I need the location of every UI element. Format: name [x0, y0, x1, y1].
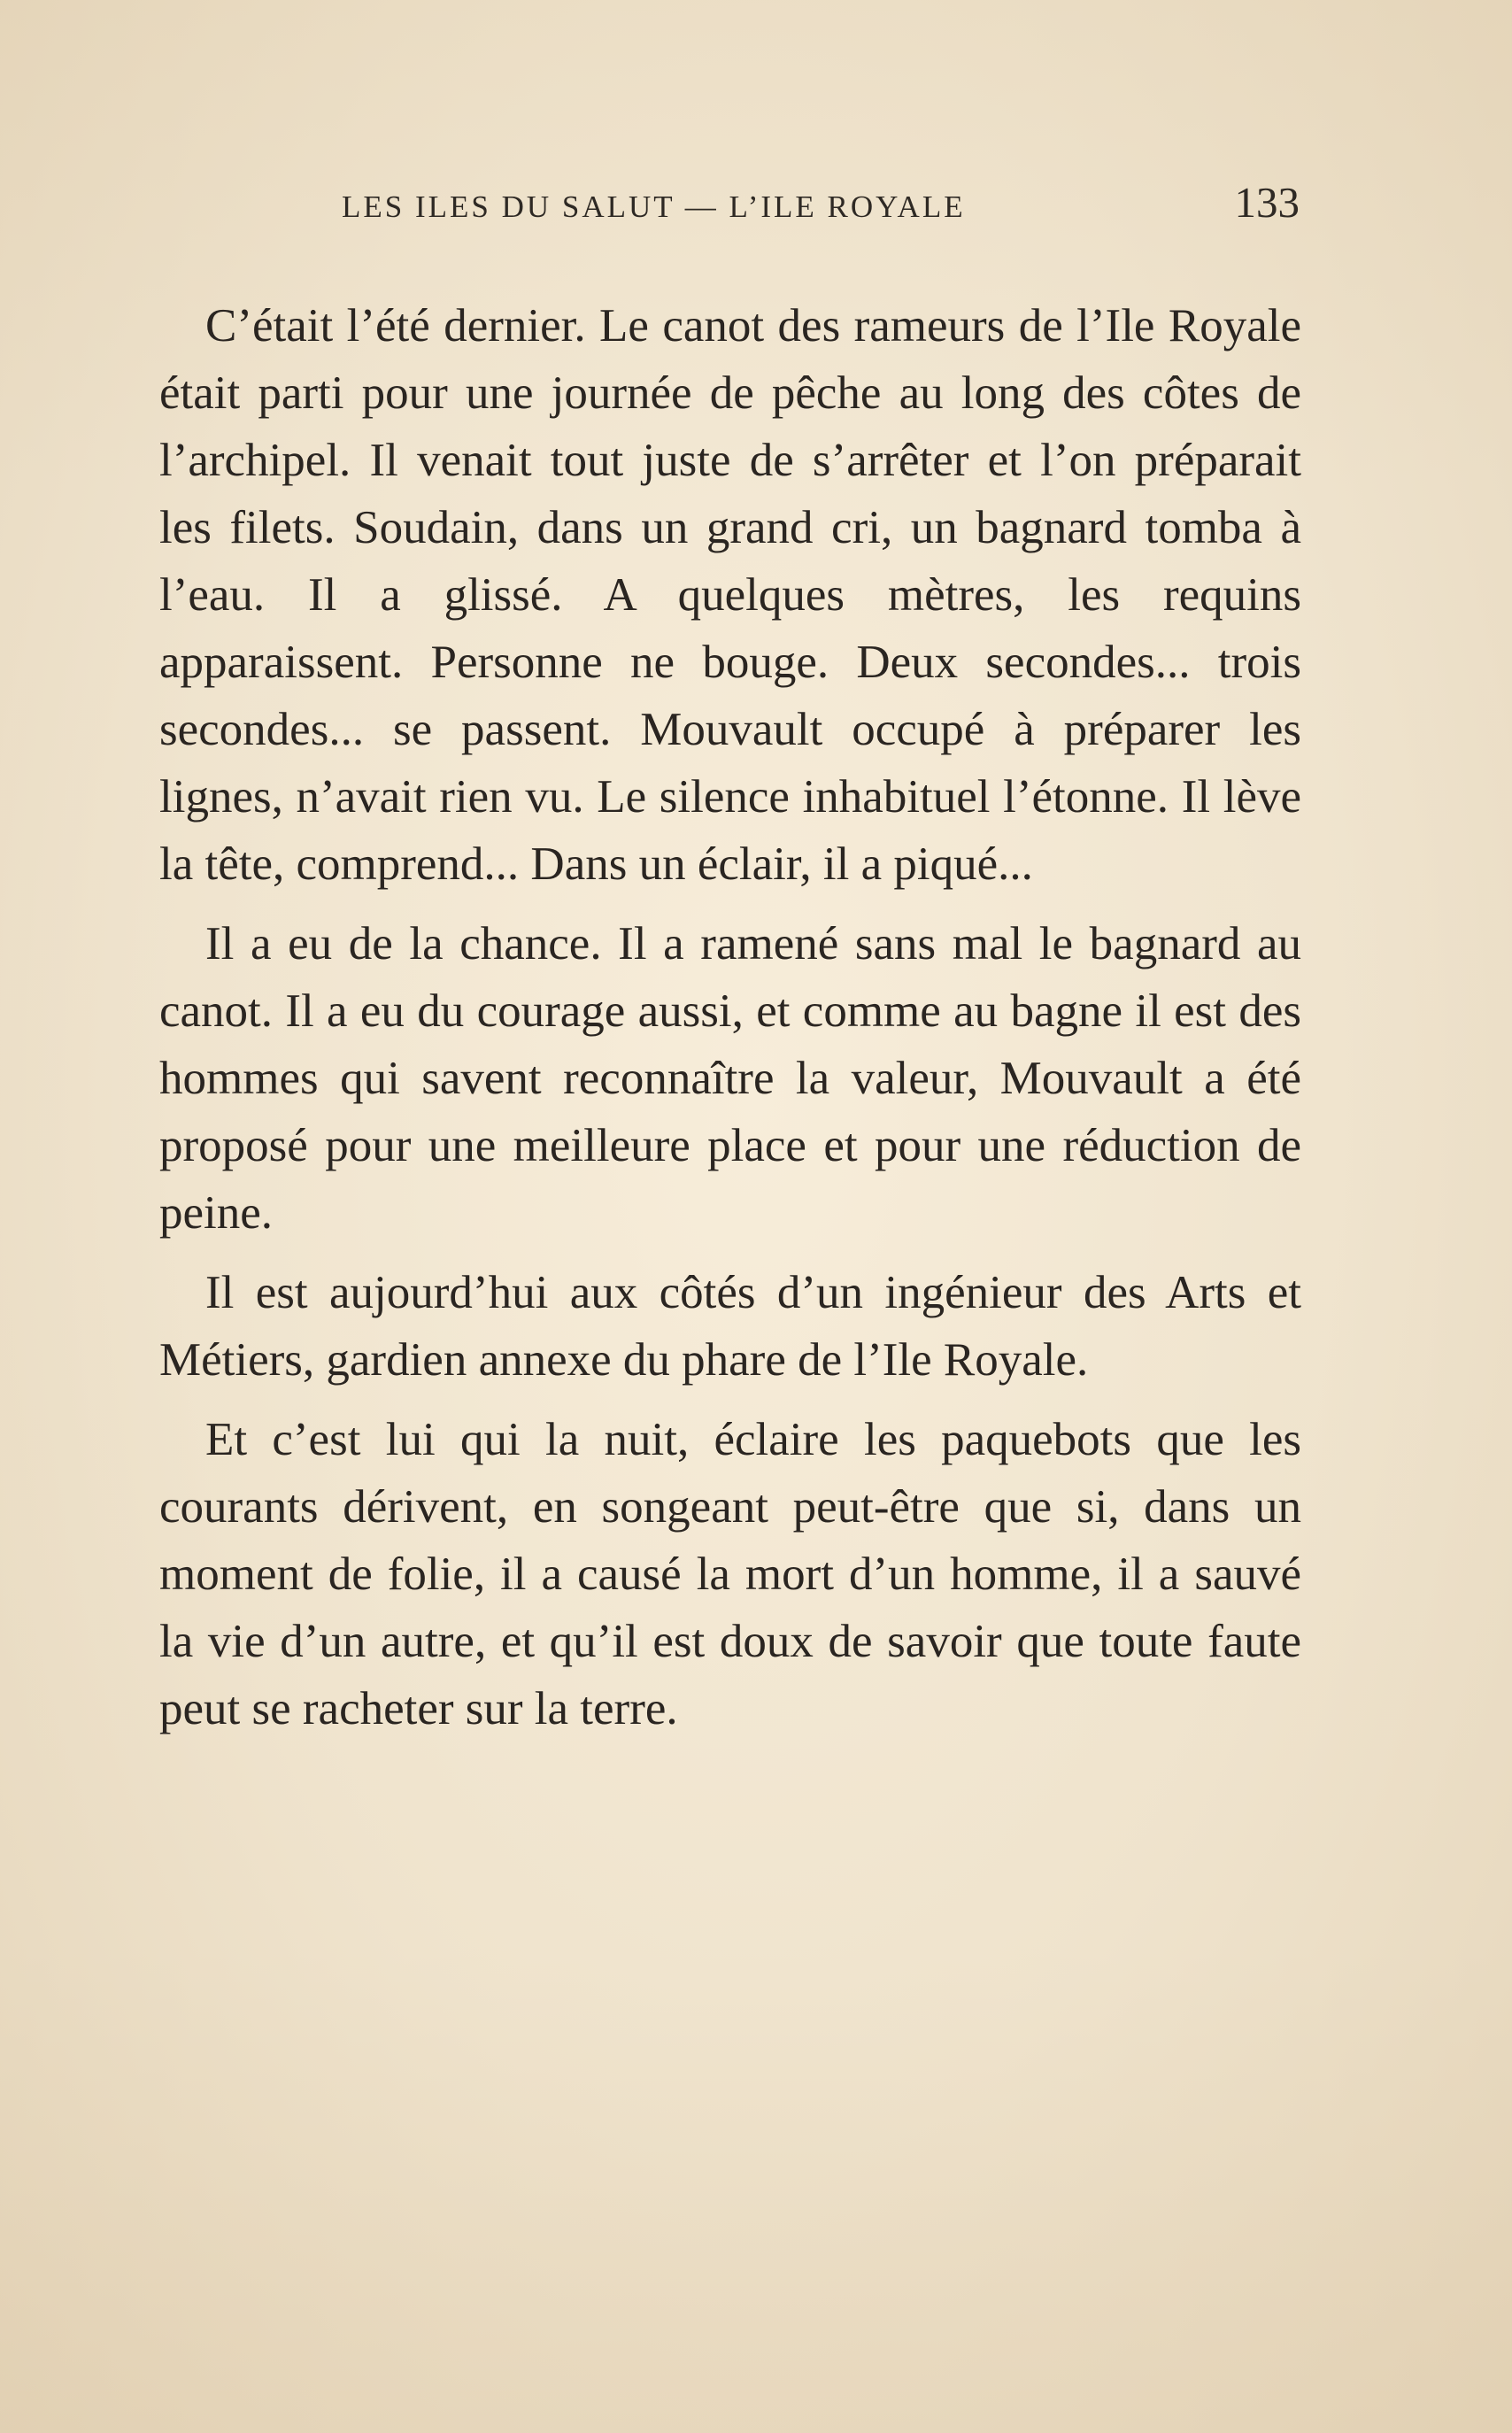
paragraph-4: Et c’est lui qui la nuit, éclaire les paquebots que les courants dérivent, en songeant peut-être que si, dans un moment de folie, il a causé la mort d’un homme, il a sauvé la vie d’un autre, et qu’il est doux de savoir que toute faute peut se racheter sur la terre. — [159, 1414, 1301, 1734]
body-text — [159, 292, 1301, 1742]
running-title: LES ILES DU SALUT — L’ILE ROYALE — [342, 189, 966, 224]
page-header — [159, 177, 1300, 230]
page-number: 133 — [1234, 178, 1300, 227]
paragraph-3: Il est aujourd’hui aux côtés d’un ingénieur des Arts et Métiers, gardien annexe du phare de l’Ile Royale. — [159, 1267, 1301, 1386]
paragraph-1: C’était l’été dernier. Le canot des rameurs de l’Ile Royale était parti pour une journée de pêche au long des côtes de l’archipel. Il venait tout juste de s’arrêter et l’on préparait les filets. Soudain, dans un grand cri, un bagnard tomba à l’eau. Il a glissé. A quelques mètres, les requins apparaissent. Personne ne bouge. Deux secondes... trois secondes... se passent. Mouvault occupé à préparer les lignes, n’avait rien vu. Le silence inhabituel l’étonne. Il lève la tête, comprend... Dans un éclair, il a piqué... — [159, 300, 1301, 890]
paragraph-2: Il a eu de la chance. Il a ramené sans mal le bagnard au canot. Il a eu du courage aussi, et comme au bagne il est des hommes qui savent reconnaître la valeur, Mouvault a été proposé pour une meilleure place et pour une réduction de peine. — [159, 918, 1301, 1239]
